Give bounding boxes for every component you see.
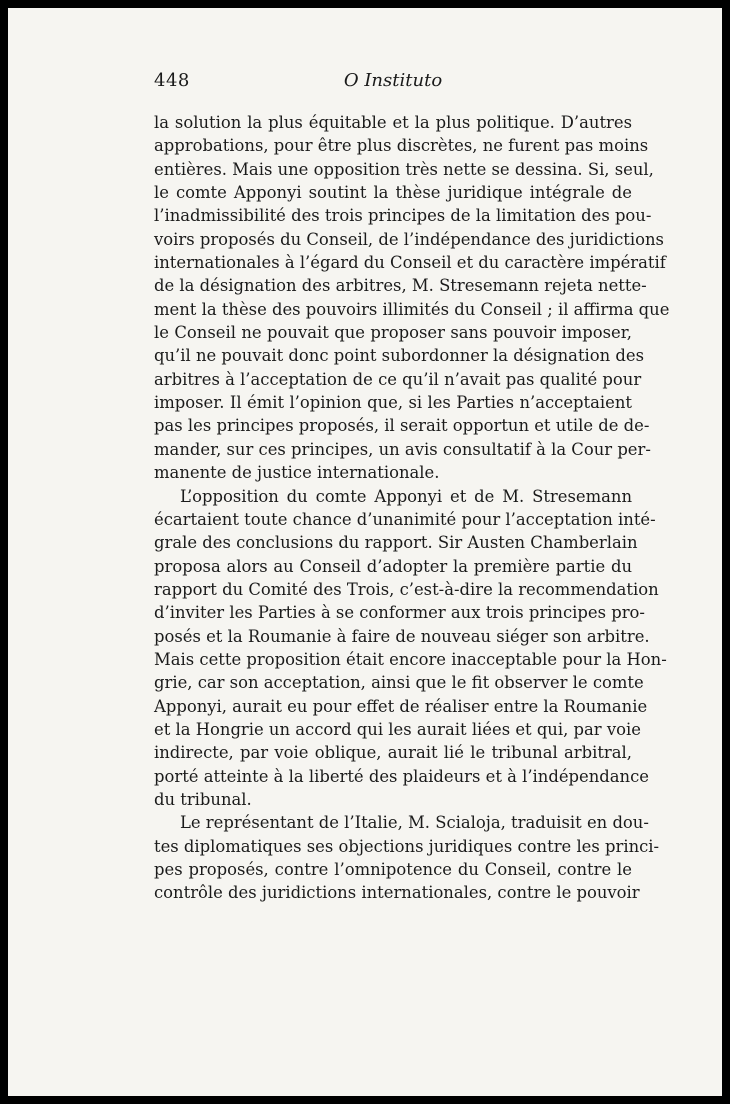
paragraph bbox=[154, 111, 670, 485]
book-page bbox=[8, 8, 722, 1096]
text-line: tes diplomatiques ses objections juridiques contre les princi- bbox=[154, 836, 660, 856]
text-line: entières. Mais une opposition très nette se dessina. Si, seul, bbox=[154, 159, 654, 179]
text-line: L’opposition du comte Apponyi et de M. Stresemann bbox=[180, 486, 632, 506]
running-title: O Instituto bbox=[343, 70, 443, 91]
text-line: pes proposés, contre l’omnipotence du Conseil, contre le bbox=[154, 860, 632, 879]
text-line: voirs proposés du Conseil, de l’indépendance des juridictions bbox=[154, 229, 664, 249]
text-line: proposa alors au Conseil d’adopter la première partie du bbox=[154, 556, 632, 576]
text-line: contrôle des juridictions internationales, contre le pouvoir bbox=[154, 883, 640, 903]
text-line: écartaient toute chance d’unanimité pour l’acceptation inté- bbox=[154, 509, 656, 529]
text-line: Apponyi, aurait eu pour effet de réaliser entre la Roumanie bbox=[154, 696, 648, 716]
text-line: ment la thèse des pouvoirs illimités du Conseil ; il affirma que bbox=[154, 299, 670, 319]
text-line: arbitres à l’acceptation de ce qu’il n’avait pas qualité pour bbox=[154, 369, 642, 389]
text-line: Le représentant de l’Italie, M. Scialoja, traduisit en dou- bbox=[180, 813, 649, 833]
text-line: rapport du Comité des Trois, c’est-à-dire la recommendation bbox=[154, 579, 659, 599]
text-line: le comte Apponyi soutint la thèse juridique intégrale de bbox=[154, 183, 632, 203]
text-line: la solution la plus équitable et la plus politique. D’autres bbox=[154, 113, 632, 132]
text-line: imposer. Il émit l’opinion que, si les Parties n’acceptaient bbox=[154, 393, 632, 413]
text-line: posés et la Roumanie à faire de nouveau siéger son arbitre. bbox=[154, 626, 650, 646]
text-line: indirecte, par voie oblique, aurait lié le tribunal arbitral, bbox=[154, 743, 632, 763]
paragraph bbox=[154, 811, 660, 904]
body-text bbox=[154, 111, 670, 905]
text-line: approbations, pour être plus discrètes, ne furent pas moins bbox=[154, 136, 649, 156]
text-line: grale des conclusions du rapport. Sir Austen Chamberlain bbox=[154, 533, 638, 553]
text-line: d’inviter les Parties à se conformer aux trois principes pro- bbox=[154, 603, 645, 623]
text-line: et la Hongrie un accord qui les aurait liées et qui, par voie bbox=[154, 719, 641, 739]
text-line: grie, car son acceptation, ainsi que le fit observer le comte bbox=[154, 673, 644, 693]
text-line: qu’il ne pouvait donc point subordonner la désignation des bbox=[154, 346, 645, 366]
text-line: du tribunal. bbox=[154, 789, 252, 809]
paragraph bbox=[154, 485, 667, 812]
page-header bbox=[154, 70, 632, 96]
text-line: pas les principes proposés, il serait opportun et utile de de- bbox=[154, 416, 650, 436]
text-line: l’inadmissibilité des trois principes de la limitation des pou- bbox=[154, 206, 652, 226]
text-line: de la désignation des arbitres, M. Stresemann rejeta nette- bbox=[154, 276, 647, 296]
text-line: le Conseil ne pouvait que proposer sans pouvoir imposer, bbox=[154, 323, 632, 343]
text-line: Mais cette proposition était encore inacceptable pour la Hon- bbox=[154, 649, 667, 669]
text-line: manente de justice internationale. bbox=[154, 463, 440, 483]
text-line: mander, sur ces principes, un avis consultatif à la Cour per- bbox=[154, 439, 651, 459]
text-line: porté atteinte à la liberté des plaideurs et à l’indépendance bbox=[154, 766, 649, 786]
text-line: internationales à l’égard du Conseil et du caractère impératif bbox=[154, 253, 666, 273]
page-number: 448 bbox=[154, 70, 190, 91]
